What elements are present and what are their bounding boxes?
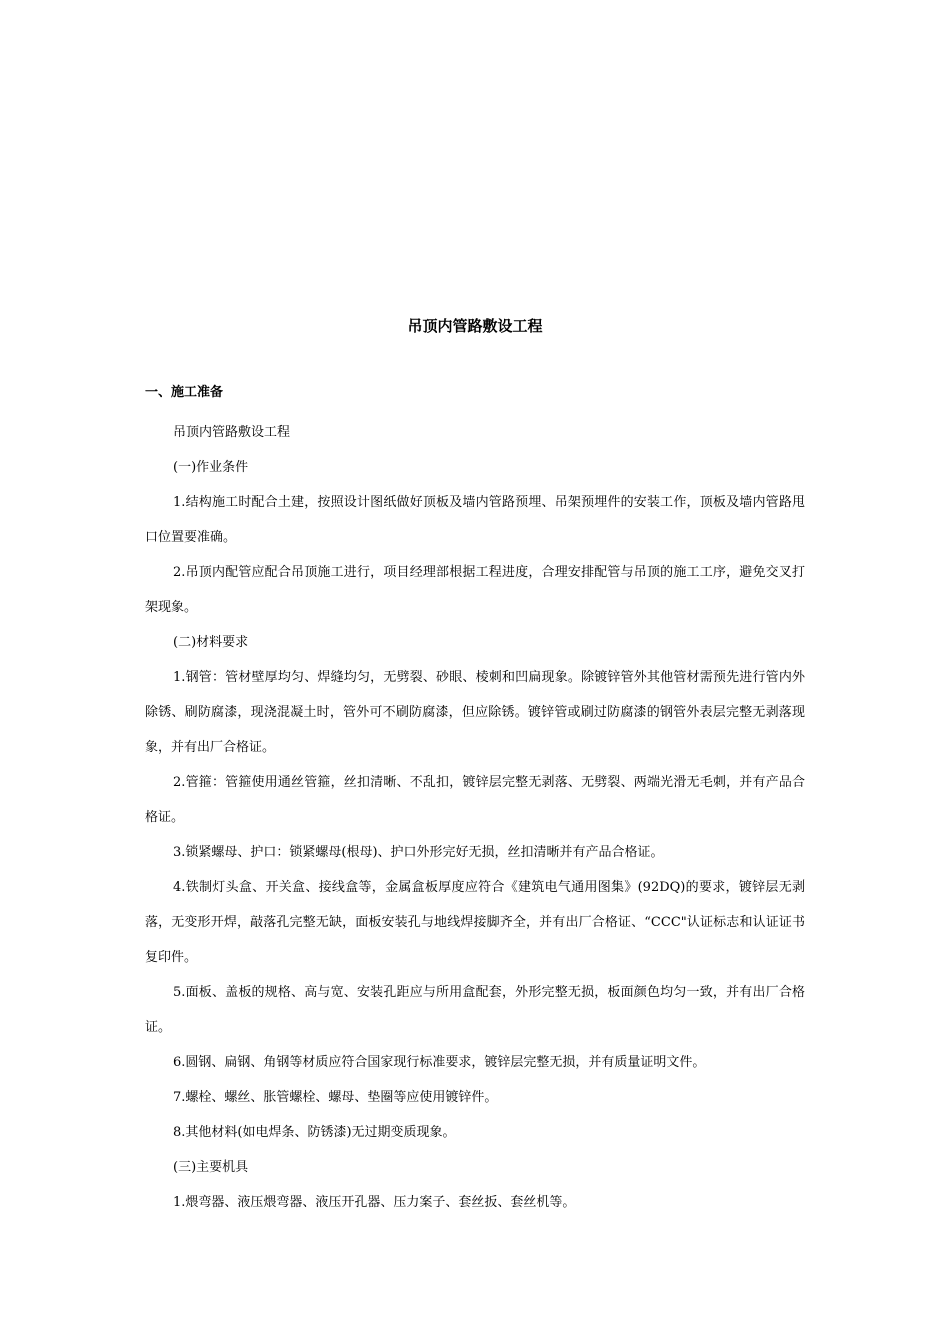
document-body xyxy=(145,415,805,1220)
paragraph: 1.钢管：管材壁厚均匀、焊缝均匀，无劈裂、砂眼、棱刺和凹扁现象。除镀锌管外其他管材需预先进行管内外除锈、刷防腐漆，现浇混凝土时，管外可不刷防腐漆，但应除锈。镀锌管或刷过防腐漆的钢管外表层完整无剥落现象，并有出厂合格证。 xyxy=(145,670,805,755)
subheading-material-requirements: (二)材料要求 xyxy=(173,635,249,650)
paragraph: 4.铁制灯头盒、开关盒、接线盒等，金属盒板厚度应符合《建筑电气通用图集》(92DQ)的要求，镀锌层无剥落，无变形开焊，敲落孔完整无缺，面板安装孔与地线焊接脚齐全，并有出厂合格证、“CCC"认证标志和认证证书复印件。 xyxy=(145,880,805,965)
paragraph: 1.结构施工时配合土建，按照设计图纸做好顶板及墙内管路预埋、吊架预埋件的安装工作，顶板及墙内管路甩口位置要准确。 xyxy=(145,495,805,545)
paragraph: 3.锁紧螺母、护口：锁紧螺母(根母)、护口外形完好无损，丝扣清晰并有产品合格证。 xyxy=(173,845,664,860)
document-title: 吊顶内管路敷设工程 xyxy=(407,317,543,335)
section-heading: 一、施工准备 xyxy=(145,385,224,400)
paragraph-intro: 吊顶内管路敷设工程 xyxy=(173,425,291,440)
paragraph: 2.吊顶内配管应配合吊顶施工进行，项目经理部根据工程进度，合理安排配管与吊顶的施工工序，避免交叉打架现象。 xyxy=(145,565,805,615)
paragraph: 8.其他材料(如电焊条、防锈漆)无过期变质现象。 xyxy=(173,1125,456,1140)
paragraph: 7.螺栓、螺丝、胀管螺栓、螺母、垫圈等应使用镀锌件。 xyxy=(173,1090,498,1105)
paragraph: 2.管箍：管箍使用通丝管箍，丝扣清晰、不乱扣，镀锌层完整无剥落、无劈裂、两端光滑无毛刺，并有产品合格证。 xyxy=(145,775,805,825)
subheading-work-conditions: (一)作业条件 xyxy=(173,460,249,475)
paragraph: 1.煨弯器、液压煨弯器、液压开孔器、压力案子、套丝扳、套丝机等。 xyxy=(173,1195,576,1210)
paragraph: 6.圆钢、扁钢、角钢等材质应符合国家现行标准要求，镀锌层完整无损，并有质量证明文件。 xyxy=(173,1055,706,1070)
paragraph: 5.面板、盖板的规格、高与宽、安装孔距应与所用盒配套，外形完整无损，板面颜色均匀一致，并有出厂合格证。 xyxy=(145,985,805,1035)
subheading-main-tools: (三)主要机具 xyxy=(173,1160,249,1175)
